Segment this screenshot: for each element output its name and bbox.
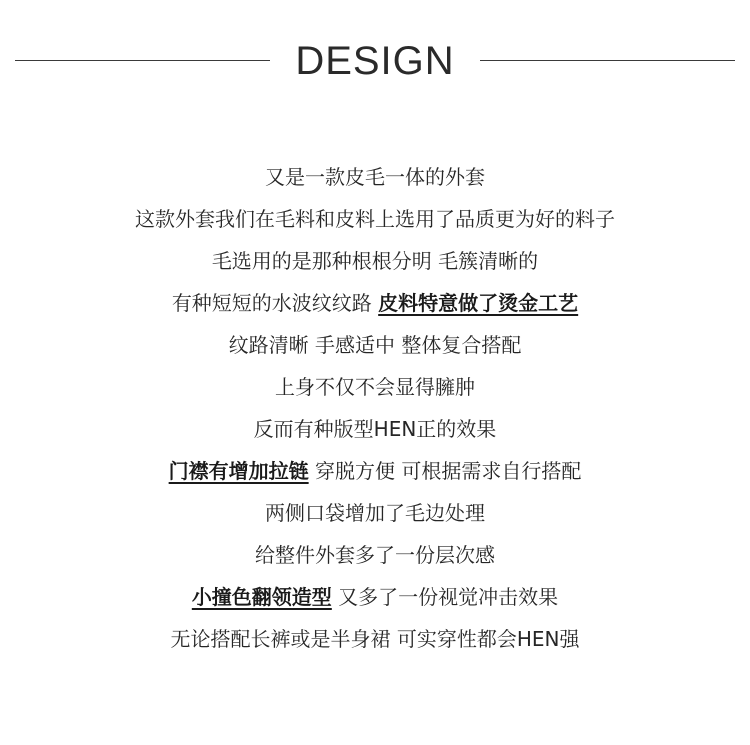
description-line: [0, 618, 750, 660]
line-text: 上身不仅不会显得臃肿: [275, 375, 475, 399]
line-text: 穿脱方便 可根据需求自行搭配: [308, 459, 582, 483]
description-line: [0, 240, 750, 282]
line-text: 无论搭配长裤或是半身裙 可实穿性都会HEN强: [170, 627, 580, 651]
description-text-block: [0, 156, 750, 660]
line-text: 又是一款皮毛一体的外套: [265, 165, 485, 189]
section-title: DESIGN: [295, 39, 455, 83]
description-line: [0, 198, 750, 240]
line-text: 给整件外套多了一份层次感: [255, 543, 495, 567]
description-line: [0, 576, 750, 618]
line-text: 毛选用的是那种根根分明 毛簇清晰的: [211, 249, 539, 273]
design-header: [0, 36, 750, 86]
description-line: [0, 450, 750, 492]
description-line: [0, 366, 750, 408]
right-divider-line: [480, 60, 735, 61]
description-line: [0, 492, 750, 534]
description-line: [0, 282, 750, 324]
line-text: 两侧口袋增加了毛边处理: [265, 501, 485, 525]
description-line: [0, 156, 750, 198]
left-divider-line: [15, 60, 270, 61]
description-line: [0, 324, 750, 366]
line-text: 纹路清晰 手感适中 整体复合搭配: [228, 333, 522, 357]
highlighted-phrase: 皮料特意做了烫金工艺: [378, 291, 579, 315]
highlighted-phrase: 小撞色翻领造型: [191, 585, 332, 609]
line-text: 有种短短的水波纹纹路: [171, 291, 379, 315]
line-text: 这款外套我们在毛料和皮料上选用了品质更为好的料子: [135, 207, 615, 231]
highlighted-phrase: 门襟有增加拉链: [168, 459, 309, 483]
description-line: [0, 534, 750, 576]
line-text: 反而有种版型HEN正的效果: [253, 417, 497, 441]
description-line: [0, 408, 750, 450]
line-text: 又多了一份视觉冲击效果: [331, 585, 559, 609]
